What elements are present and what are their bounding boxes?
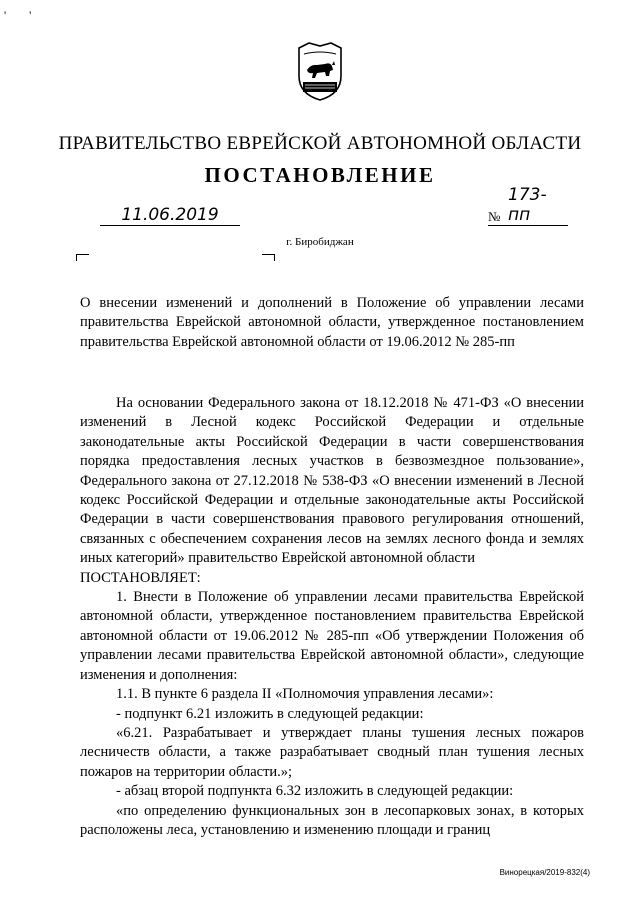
preamble-paragraph: На основании Федерального закона от 18.12.2018 № 471-ФЗ «О внесении изменений в Лесной кодекс Российской Федерации и отдельные законодательные акты Российской Федерации в части совершенствования порядка предоставления лесных участков в безвозмездное пользование», Федерального закона от 27.12.2018 № 538-ФЗ «О внесении изменений в Лесной кодекс Российской Федерации и отдельные законодательные акты Российской Федерации в части совершенствования правового регулирования отношений, связанных с обеспечением сохранения лесов на землях лесного фонда и землях иных категорий» правительство Еврейской автономной области [80, 395, 584, 567]
coat-of-arms-emblem [295, 40, 345, 102]
subpoint-6-32-text: «по определению функциональных зон в лесопарковых зонах, в которых расположены леса, установлению и изменению площади и границ [80, 802, 584, 838]
handwritten-date: 11.06.2019 [121, 205, 219, 225]
document-subject: О внесении изменений и дополнений в Положение об управлении лесами правительства Еврейской автономной области, утвержденное постановлением правительства Еврейской автономной области от 19.06.2012 № 285-пп [80, 295, 584, 350]
subpoint-6-32-intro: - абзац второй подпункта 6.32 изложить в следующей редакции: [116, 783, 514, 800]
item-1-1-paragraph: 1.1. В пункте 6 раздела II «Полномочия управления лесами»: [116, 686, 494, 703]
document-body [80, 394, 584, 840]
item-1-paragraph: 1. Внести в Положение об управлении лесами правительства Еврейской автономной области, утвержденное постановлением правительства Еврейской автономной области от 19.06.2012 № 285-пп «Об утверждении Положения об управлении лесами правительства Еврейской автономной области», следующие изменения и дополнения: [80, 589, 584, 683]
scan-corner-marks: ' ' [4, 8, 42, 22]
subpoint-6-21-text: «6.21. Разрабатывает и утверждает планы тушения лесных пожаров лесничеств области, а также разрабатывает сводный план тушения лесных пожаров на территории области.»; [80, 724, 584, 780]
document-number-field [488, 185, 568, 226]
handwritten-number: 173-пп [508, 185, 547, 225]
resolves-label: ПОСТАНОВЛЯЕТ: [80, 569, 201, 586]
footer-document-code: Винорецкая/2019-832(4) [499, 868, 590, 877]
document-type-heading: ПОСТАНОВЛЕНИЕ [204, 163, 436, 187]
date-underline [100, 225, 240, 226]
number-underline [488, 225, 568, 226]
subject-bracket-left [76, 254, 89, 261]
city-label: г. Биробиджан [286, 236, 354, 248]
subpoint-6-21-intro: - подпункт 6.21 изложить в следующей редакции: [116, 705, 424, 722]
number-sign: № [488, 209, 501, 224]
subject-bracket-right [262, 254, 275, 261]
date-field [100, 204, 240, 226]
government-title: ПРАВИТЕЛЬСТВО ЕВРЕЙСКОЙ АВТОНОМНОЙ ОБЛАСТИ [58, 133, 582, 154]
